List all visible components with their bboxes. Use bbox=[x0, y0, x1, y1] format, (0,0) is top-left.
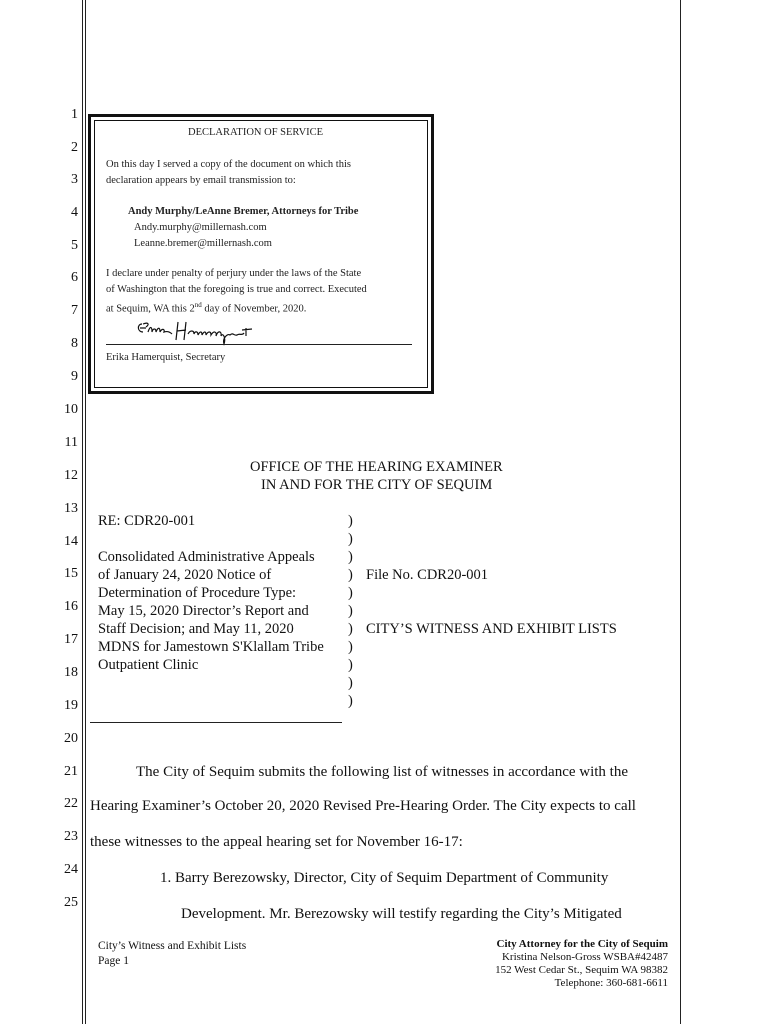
caption-paren: ) bbox=[348, 639, 353, 655]
line-number: 4 bbox=[71, 205, 78, 220]
footer-attorney: Kristina Nelson-Gross WSBA#42487 bbox=[501, 951, 668, 963]
caption-paren: ) bbox=[348, 621, 353, 637]
signer-name: Erika Hamerquist, Secretary bbox=[106, 352, 226, 363]
footer-address: 152 West Cedar St., Sequim WA 98382 bbox=[495, 964, 668, 976]
case-matter-line: Staff Decision; and May 11, 2020 bbox=[98, 621, 294, 637]
caption-rule bbox=[90, 722, 342, 723]
declaration-title: DECLARATION OF SERVICE bbox=[188, 127, 324, 138]
line-number: 8 bbox=[71, 336, 78, 351]
line-number: 3 bbox=[71, 172, 78, 187]
line-number: 14 bbox=[64, 534, 78, 549]
caption-paren: ) bbox=[348, 657, 353, 673]
line-number: 5 bbox=[71, 238, 78, 253]
declaration-statement-line: I declare under penalty of perjury under the laws of the State bbox=[106, 268, 362, 279]
case-matter-line: May 15, 2020 Director’s Report and bbox=[98, 603, 309, 619]
declaration-recipients: Andy Murphy/LeAnne Bremer, Attorneys for Tribe bbox=[128, 206, 359, 217]
line-number: 11 bbox=[64, 435, 78, 450]
line-number: 16 bbox=[64, 599, 78, 614]
caption-paren: ) bbox=[348, 585, 353, 601]
ordinal-suffix: nd bbox=[194, 301, 202, 309]
caption-paren: ) bbox=[348, 513, 353, 529]
case-matter-line: Consolidated Administrative Appeals bbox=[98, 549, 315, 565]
recipient-email: Leanne.bremer@millernash.com bbox=[134, 238, 272, 249]
body-paragraph-line: The City of Sequim submits the following list of witnesses in accordance with the bbox=[136, 764, 629, 780]
line-number: 15 bbox=[64, 566, 78, 581]
line-number: 6 bbox=[71, 270, 78, 285]
statement-text: day of November, 2020. bbox=[201, 303, 307, 315]
body-paragraph-line: Hearing Examiner’s October 20, 2020 Revised Pre-Hearing Order. The City expects to call bbox=[90, 798, 636, 814]
line-number: 2 bbox=[71, 140, 78, 155]
caption-paren: ) bbox=[348, 603, 353, 619]
caption-paren: ) bbox=[348, 675, 353, 691]
caption-paren: ) bbox=[348, 693, 353, 709]
caption-paren: ) bbox=[348, 531, 353, 547]
line-number: 7 bbox=[71, 303, 78, 318]
line-number: 13 bbox=[64, 501, 78, 516]
witness-list-item: 1. Barry Berezowsky, Director, City of Sequim Department of Community bbox=[160, 870, 609, 886]
file-number: File No. CDR20-001 bbox=[366, 567, 489, 583]
line-number: 9 bbox=[71, 369, 78, 384]
case-matter-line: Determination of Procedure Type: bbox=[98, 585, 297, 601]
declaration-intro-line: declaration appears by email transmission to: bbox=[106, 175, 296, 186]
line-number: 20 bbox=[64, 731, 78, 746]
footer-phone: Telephone: 360-681-6611 bbox=[554, 977, 668, 989]
right-margin-rule bbox=[680, 0, 681, 1024]
office-heading: OFFICE OF THE HEARING EXAMINER bbox=[250, 459, 503, 475]
line-number: 10 bbox=[64, 402, 78, 417]
line-number: 23 bbox=[64, 829, 78, 844]
footer-firm-name: City Attorney for the City of Sequim bbox=[496, 938, 668, 950]
footer-page-number: Page 1 bbox=[98, 955, 129, 967]
declaration-statement-line bbox=[106, 299, 306, 316]
office-subheading: IN AND FOR THE CITY OF SEQUIM bbox=[261, 477, 493, 493]
case-matter-line: of January 24, 2020 Notice of bbox=[98, 567, 272, 583]
left-margin-rule-inner bbox=[85, 0, 86, 1024]
line-number: 25 bbox=[64, 895, 78, 910]
line-number: 18 bbox=[64, 665, 78, 680]
declaration-statement-line: of Washington that the foregoing is true and correct. Executed bbox=[106, 284, 367, 295]
witness-list-item-continued: Development. Mr. Berezowsky will testify regarding the City’s Mitigated bbox=[181, 906, 622, 922]
case-matter-line: Outpatient Clinic bbox=[98, 657, 199, 673]
declaration-intro-line: On this day I served a copy of the document on which this bbox=[106, 159, 351, 170]
case-reference: RE: CDR20-001 bbox=[98, 513, 196, 529]
body-paragraph-line: these witnesses to the appeal hearing set for November 16-17: bbox=[90, 834, 463, 850]
signature-line bbox=[106, 344, 412, 345]
line-number: 1 bbox=[71, 107, 78, 122]
line-number: 24 bbox=[64, 862, 78, 877]
line-number: 19 bbox=[64, 698, 78, 713]
signature-image bbox=[134, 318, 274, 346]
line-number: 17 bbox=[64, 632, 78, 647]
line-number: 21 bbox=[64, 764, 78, 779]
left-margin-rule-outer bbox=[82, 0, 83, 1024]
caption-paren: ) bbox=[348, 549, 353, 565]
document-title: CITY’S WITNESS AND EXHIBIT LISTS bbox=[366, 621, 617, 637]
caption-paren: ) bbox=[348, 567, 353, 583]
recipient-email: Andy.murphy@millernash.com bbox=[134, 222, 267, 233]
case-matter-line: MDNS for Jamestown S'Klallam Tribe bbox=[98, 639, 324, 655]
statement-text: at Sequim, WA this 2 bbox=[106, 303, 195, 315]
line-number: 22 bbox=[64, 796, 78, 811]
line-number: 12 bbox=[64, 468, 78, 483]
footer-document-name: City’s Witness and Exhibit Lists bbox=[98, 940, 247, 952]
